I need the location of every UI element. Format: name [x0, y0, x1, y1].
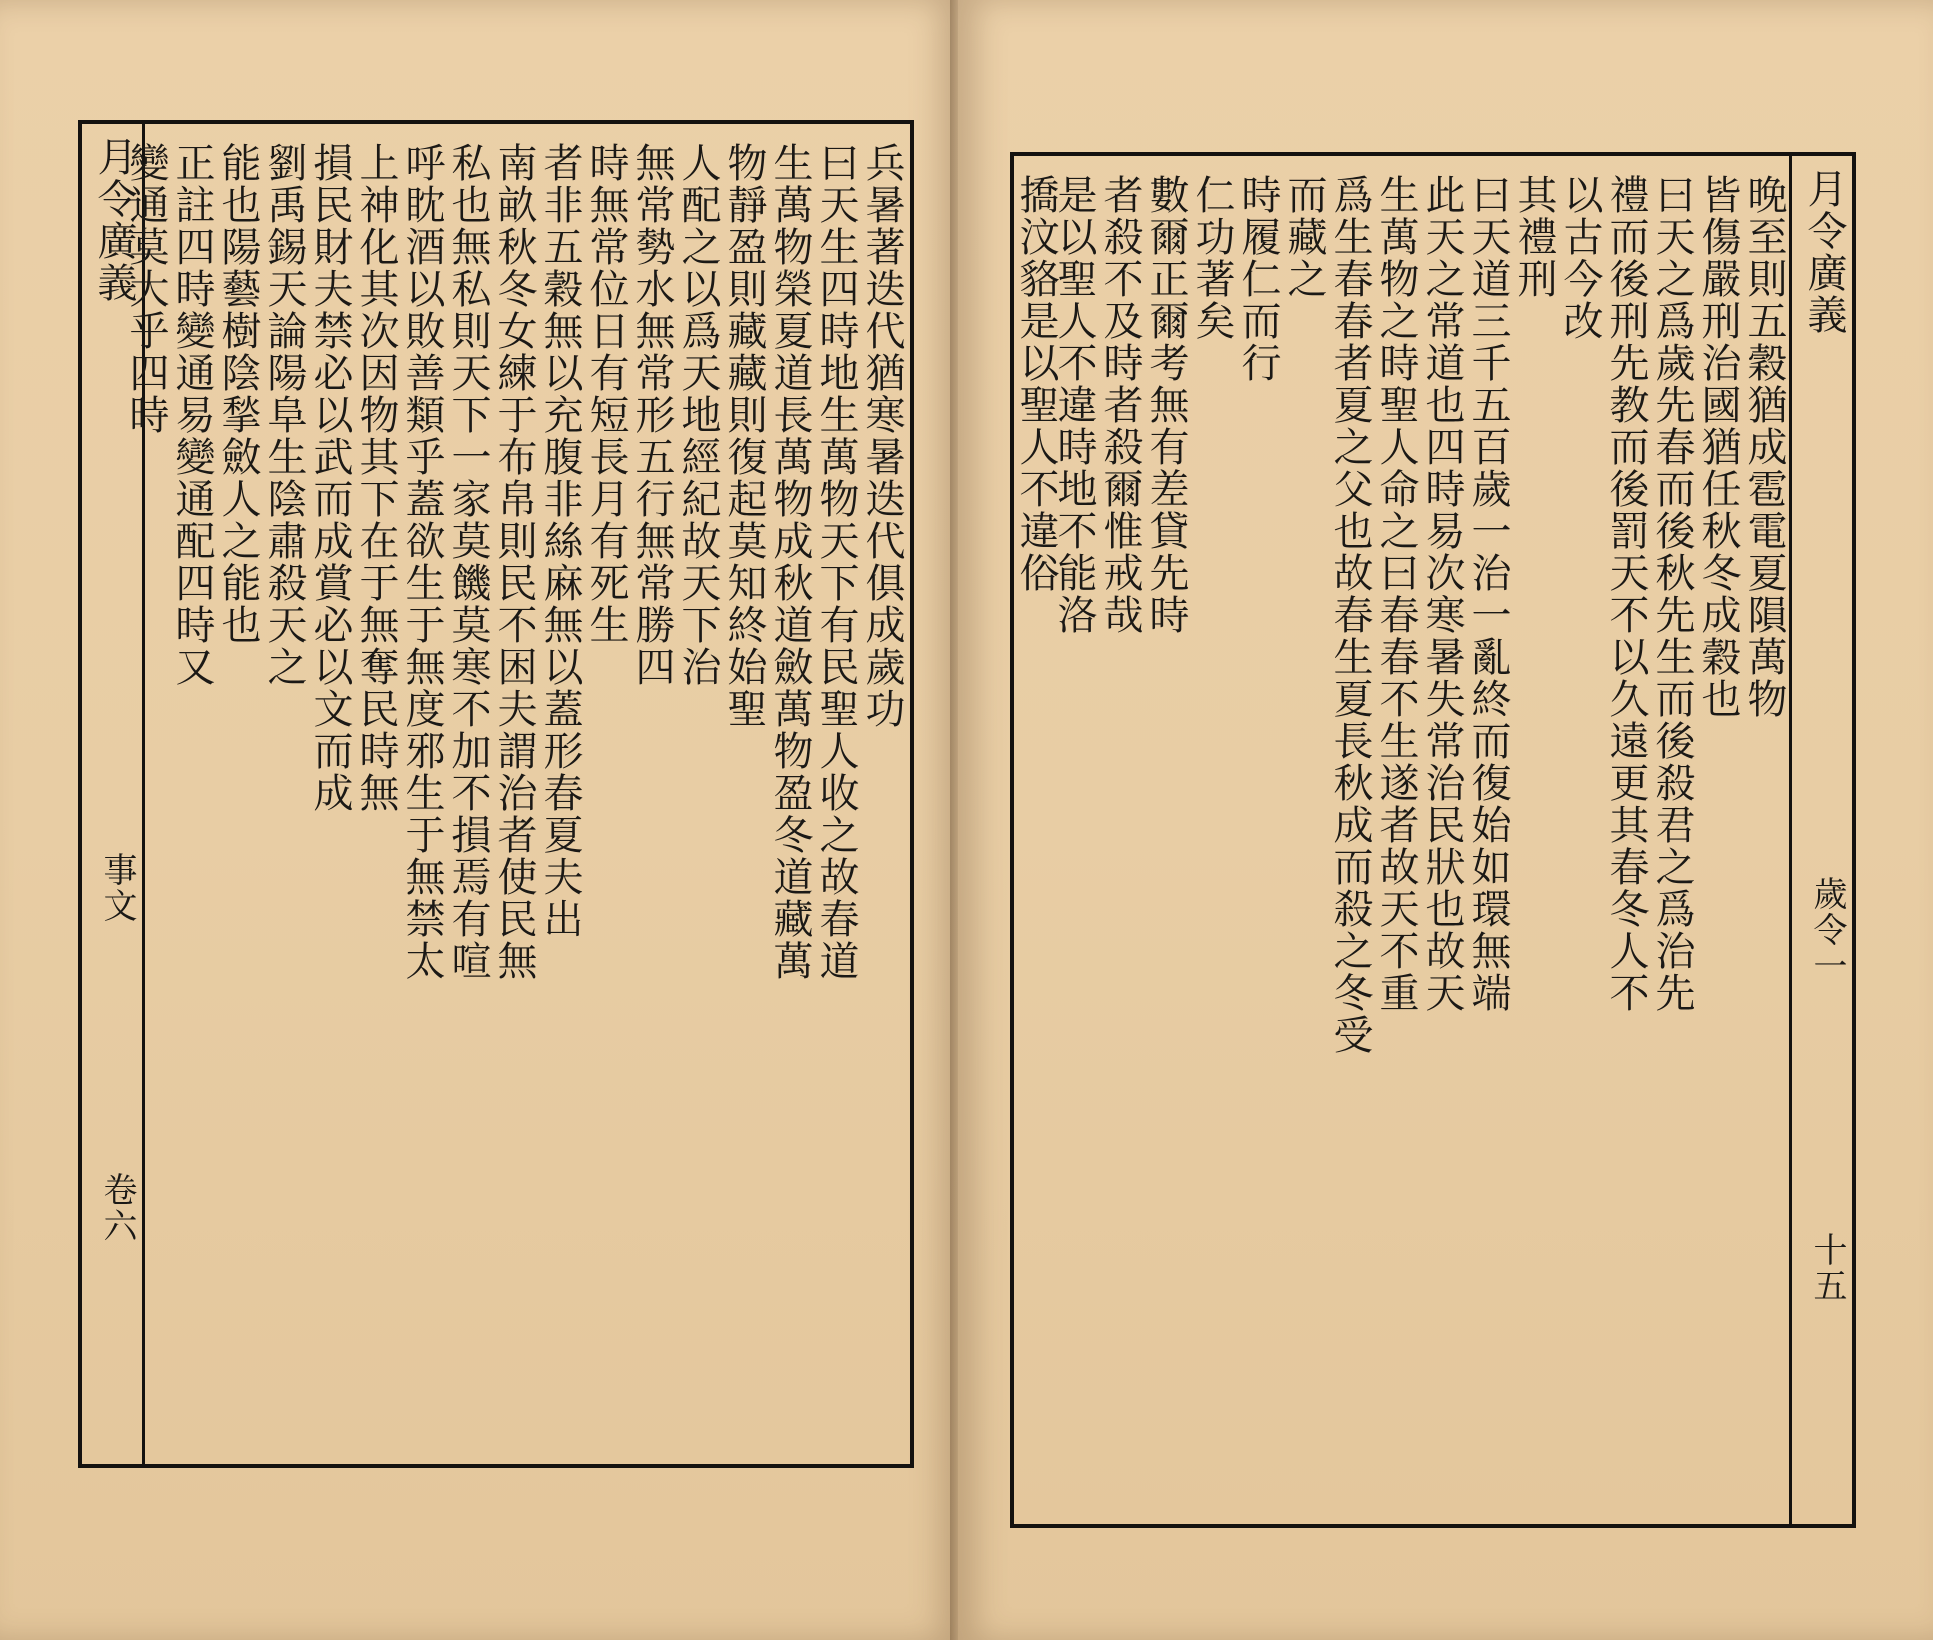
left-col-6: 無常勢水無常形五行無常勝四: [629, 142, 675, 688]
right-col-8: 此天之常道也四時易次寒暑失常治民狀也故天: [1419, 174, 1465, 1014]
left-col-13: 損民財夫禁必以武而成賞必以文而成: [307, 142, 353, 814]
left-col-7: 時無常位日有短長月有死生: [583, 142, 629, 646]
right-page-band: [1789, 156, 1852, 1524]
left-col-16: 正註四時變通易變通配四時又: [169, 142, 215, 688]
left-col-11: 呼眈酒以敗善類乎蓋欲生于無度邪生于無禁太: [399, 142, 445, 982]
left-band-title: 月令廣義: [91, 136, 137, 304]
right-col-7: 曰天道三千五百歲一治一亂終而復始如環無端: [1465, 174, 1511, 1014]
right-col-9: 生萬物之時聖人命之曰春春不生遂者故天不重: [1373, 174, 1419, 1014]
right-col-11: 而藏之: [1281, 174, 1327, 300]
right-col-13: 仁功著矣: [1189, 174, 1235, 342]
left-col-8: 者非五穀無以充腹非絲麻無以蓋形春夏夫出: [537, 142, 583, 940]
left-page-frame: [78, 120, 914, 1468]
left-col-17: 變通莫大乎四時: [123, 142, 169, 436]
right-col-12: 時履仁而行: [1235, 174, 1281, 384]
right-band-title: 月令廣義: [1801, 168, 1847, 336]
left-band-chapter: 事文: [97, 852, 137, 924]
right-col-14: 數爾正爾考無有差貸先時: [1143, 174, 1189, 636]
left-col-12: 上神化其次因物其下在于無奪民時無: [353, 142, 399, 814]
right-band-page-number: 十五: [1807, 1232, 1847, 1304]
left-col-2: 曰天生四時地生萬物天下有民聖人收之故春道: [813, 142, 859, 982]
right-col-16: 是以聖人不違時地不能洛: [1051, 174, 1097, 636]
left-col-9: 南畝秋冬女練于布帛則民不困夫謂治者使民無: [491, 142, 537, 982]
left-col-3: 生萬物榮夏道長萬物成秋道斂萬物盈冬道藏萬: [767, 142, 813, 982]
left-col-1: 兵暑著迭代猶寒暑迭代俱成歲功: [859, 142, 905, 730]
left-col-4: 物靜盈則藏藏則復起莫知終始聖: [721, 142, 767, 730]
right-band-chapter: 歲令一: [1807, 876, 1847, 984]
left-col-14: 劉禹錫天論陽阜生陰肅殺天之: [261, 142, 307, 688]
left-col-10: 私也無私則天下一家莫饑莫寒不加不損焉有喧: [445, 142, 491, 982]
right-col-5: 以古今改: [1557, 174, 1603, 342]
right-col-15: 者殺不及時者殺爾惟戒哉: [1097, 174, 1143, 636]
right-col-10: 爲生春春者夏之父也故春生夏長秋成而殺之冬受: [1327, 174, 1373, 1056]
right-col-6: 其禮刑: [1511, 174, 1557, 300]
left-band-page-number: 卷六: [97, 1172, 137, 1244]
right-col-2: 皆傷嚴刑治國猶任秋冬成穀也: [1695, 174, 1741, 720]
left-col-5: 人配之以爲天地經紀故天下治: [675, 142, 721, 688]
right-col-1: 晚至則五穀猶成雹電夏隕萬物: [1741, 174, 1787, 720]
right-col-4: 禮而後刑先教而後罰天不以久遠更其春冬人不: [1603, 174, 1649, 1014]
right-col-17: 撟汶貉是以聖人不違俗: [1013, 174, 1059, 594]
left-col-15: 能也陽藝樹陰揫斂人之能也: [215, 142, 261, 646]
right-page-frame: [1010, 152, 1856, 1528]
left-page: [0, 0, 958, 1640]
right-col-3: 曰天之爲歲先春而後秋先生而後殺君之爲治先: [1649, 174, 1695, 1014]
right-page: [958, 0, 1933, 1640]
